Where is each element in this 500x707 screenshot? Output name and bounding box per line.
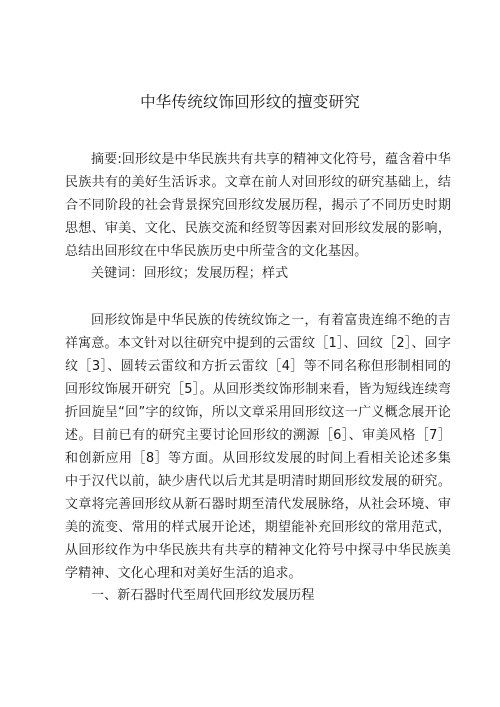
abstract-text: 回形纹是中华民族共有共享的精神文化符号，蕴含着中华民族共有的美好生活诉求。文章在前人对回形纹的研究基础上，结合不同阶段的社会背景探究回形纹发展历程，揭示了不同历史时期思想、审美、文化、民族交流和经贸等因素对回形纹发展的影响，总结出回形纹在中华民族历史中所莹含的文化基因。: [65, 152, 451, 259]
abstract-label: 摘要:: [91, 152, 122, 167]
document-title: 中华传统纹饰回形纹的擅变研究: [140, 93, 360, 111]
section-heading: 一、新石器时代至周代回形纹发展历程: [91, 588, 315, 603]
intro-paragraph: 回形纹饰是中华民族的传统纹饰之一，有着富贵连绵不绝的吉祥寓意。本文针对以往研究中提到的云雷纹［1］、回纹［2］、回字纹［3］、圆转云雷纹和方折云雷纹［4］等不同名称但形制相同的回形纹饰展开研究［5］。从回形类纹饰形制来看，皆为短线连续弯折回旋呈“回”字的纹饰，所以文章采用回形纹这一广义概念展开论述。目前已有的研究主要讨论回形纹的溯源［6］、审美风格［7］和创新应用［8］等方面。从回形纹发展的时间上看相关论述多集中于汉代以前，缺少唐代以后尤其是明清时期回形纹发展的研究。文章将完善回形纹从新石器时期至清代发展脉络，从社会环境、审美的流变、常用的样式展开论述，期望能补充回形纹的常用范式，从回形纹作为中华民族共有共享的精神文化符号中探寻中华民族美学精神、文化心理和对美好生活的追求。: [65, 313, 451, 581]
keywords-text: 回形纹；发展历程；样式: [143, 266, 289, 281]
keywords-paragraph: [65, 262, 451, 285]
abstract-paragraph: [65, 148, 451, 263]
keywords-label: 关键词：: [91, 266, 144, 281]
